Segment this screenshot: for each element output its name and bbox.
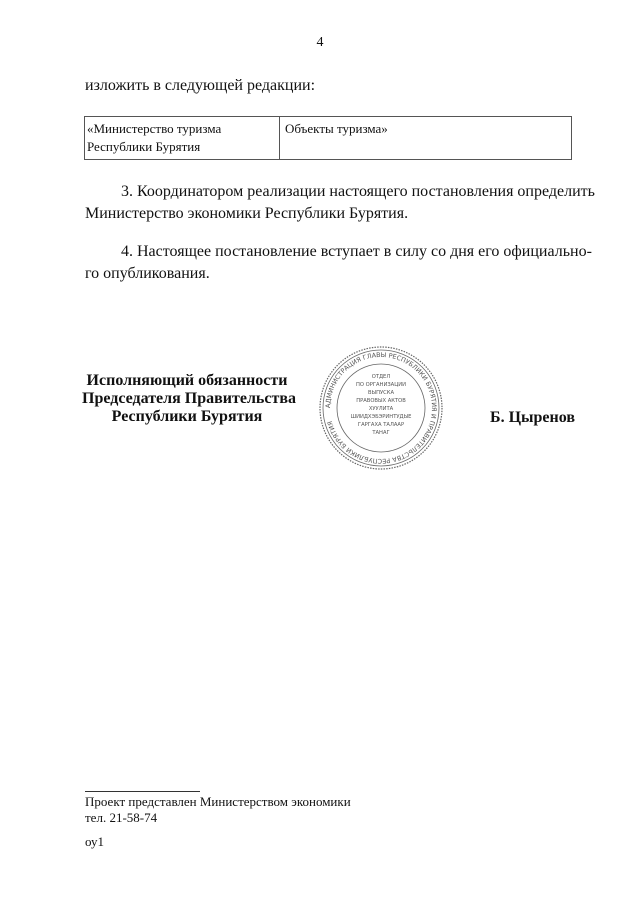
page-number: 4 <box>316 35 324 50</box>
intro-text: изложить в следующей редакции: <box>85 77 316 94</box>
footnote <box>85 794 351 826</box>
table-cell-ministry-line: «Министерство туризма <box>87 121 222 136</box>
signatory-title-line: Республики Бурятия <box>111 408 263 425</box>
footnote-line: тел. 21-58-74 <box>85 810 158 825</box>
seal-inner-line: ШИИДХЭБЭРИНТУДЫЕ <box>350 414 412 420</box>
signer-name: Б. Цыренов <box>490 409 575 426</box>
seal-inner-line: ВЫПУСКА <box>367 390 395 396</box>
seal-inner-line: ХУУЛИТА <box>368 406 394 412</box>
signatory-title-line: Председателя Правительства <box>82 390 296 407</box>
seal-outer-text: АДМИНИСТРАЦИЯ ГЛАВЫ РЕСПУБЛИКИ БУРЯТИЯ И ПРАВИТЕЛЬСТВА РЕСПУБЛИКИ БУРЯТИЯ <box>323 350 439 466</box>
table-cell-ministry <box>87 120 275 156</box>
seal-inner-line: ТАНАГ <box>372 430 390 436</box>
footnote-line: Проект представлен Министерством экономики <box>85 794 351 809</box>
table-cell-ministry-line: Республики Бурятия <box>87 139 201 154</box>
paragraph-4-line: го опубликования. <box>85 265 210 282</box>
document-code: оу1 <box>85 834 105 849</box>
signatory-title <box>82 372 296 426</box>
table-column-divider <box>279 117 280 159</box>
paragraph-3-line: 3. Координатором реализации настоящего постановления определить <box>121 183 595 200</box>
ministry-table <box>84 116 572 160</box>
seal-inner-line: ГАРГАХА ТАЛААР <box>357 422 405 428</box>
paragraph-4-line: 4. Настоящее постановление вступает в силу со дня его официально- <box>121 243 592 260</box>
seal-inner-line: ПРАВОВЫХ АКТОВ <box>356 398 406 404</box>
seal-inner-line: ОТДЕЛ <box>371 374 391 380</box>
table-cell-objects: Объекты туризма» <box>285 121 388 136</box>
paragraph-4 <box>85 241 592 285</box>
paragraph-3 <box>85 181 595 225</box>
paragraph-3-line: Министерство экономики Республики Бурятия. <box>85 205 409 222</box>
signatory-title-line: Исполняющий обязанности <box>86 372 288 389</box>
footnote-divider <box>85 791 200 792</box>
seal-inner-line: ПО ОРГАНИЗАЦИИ <box>355 382 407 388</box>
official-seal <box>318 345 444 471</box>
